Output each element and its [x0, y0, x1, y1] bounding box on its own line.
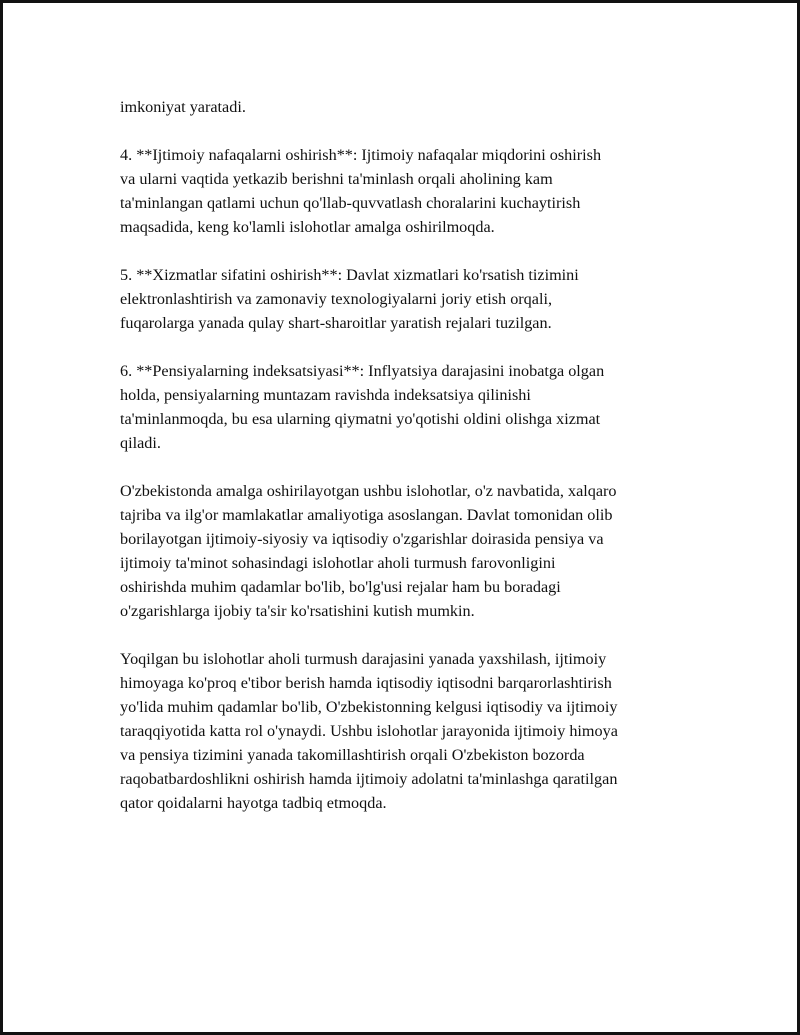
paragraph-continuation: imkoniyat yaratadi. [120, 98, 246, 116]
paragraph-conclusion: Yoqilgan bu islohotlar aholi turmush darajasini yanada yaxshilash, ijtimoiy himoyaga ko'proq e'tibor berish hamda iqtisodiy iqtisodni barqarorlashtirish yo'lida muhim qadamlar bo'lib, O'zbekistonning kelgusi iqtisodiy va ijtimoiy taraqqiyotida katta rol o'ynaydi. Ushbu islohotlar jarayonida ijtimoiy himoya va pensiya tizimini yanada takomillashtirish orqali O'zbekiston bozorda raqobatbardoshlikni oshirish hamda ijtimoiy adolatni ta'minlashga qaratilgan qator qoidalarni hayotga tadbiq etmoqda. [120, 650, 618, 812]
paragraph-item-6: 6. **Pensiyalarning indeksatsiyasi**: Inflyatsiya darajasini inobatga olgan holda, pensiyalarning muntazam ravishda indeksatsiya qilinishi ta'minlanmoqda, bu esa ularning qiymatni yo'qotishi oldini olishga xizmat qiladi. [120, 362, 605, 452]
paragraph-reforms-summary: O'zbekistonda amalga oshirilayotgan ushbu islohotlar, o'z navbatida, xalqaro tajriba va ilg'or mamlakatlar amaliyotiga asoslangan. Davlat tomonidan olib borilayotgan ijtimoiy-siyosiy va iqtisodiy o'zgarishlar doirasida pensiya va ijtimoiy ta'minot sohasindagi islohotlar aholi turmush farovonligini oshirishda muhim qadamlar bo'lib, bo'lg'usi rejalar ham bu boradagi o'zgarishlarga ijobiy ta'sir ko'rsatishini kutish mumkin. [120, 482, 617, 620]
paragraph-item-5: 5. **Xizmatlar sifatini oshirish**: Davlat xizmatlari ko'rsatish tizimini elektronlashtirish va zamonaviy texnologiyalarni joriy etish orqali, fuqarolarga yanada qulay shart-sharoitlar yaratish rejalari tuzilgan. [120, 266, 579, 332]
document-body [120, 95, 720, 839]
paragraph-item-4: 4. **Ijtimoiy nafaqalarni oshirish**: Ijtimoiy nafaqalar miqdorini oshirish va ularni vaqtida yetkazib berishni ta'minlash orqali aholining kam ta'minlangan qatlami uchun qo'llab-quvvatlash choralarini kuchaytirish maqsadida, keng ko'lamli islohotlar amalga oshirilmoqda. [120, 146, 602, 236]
